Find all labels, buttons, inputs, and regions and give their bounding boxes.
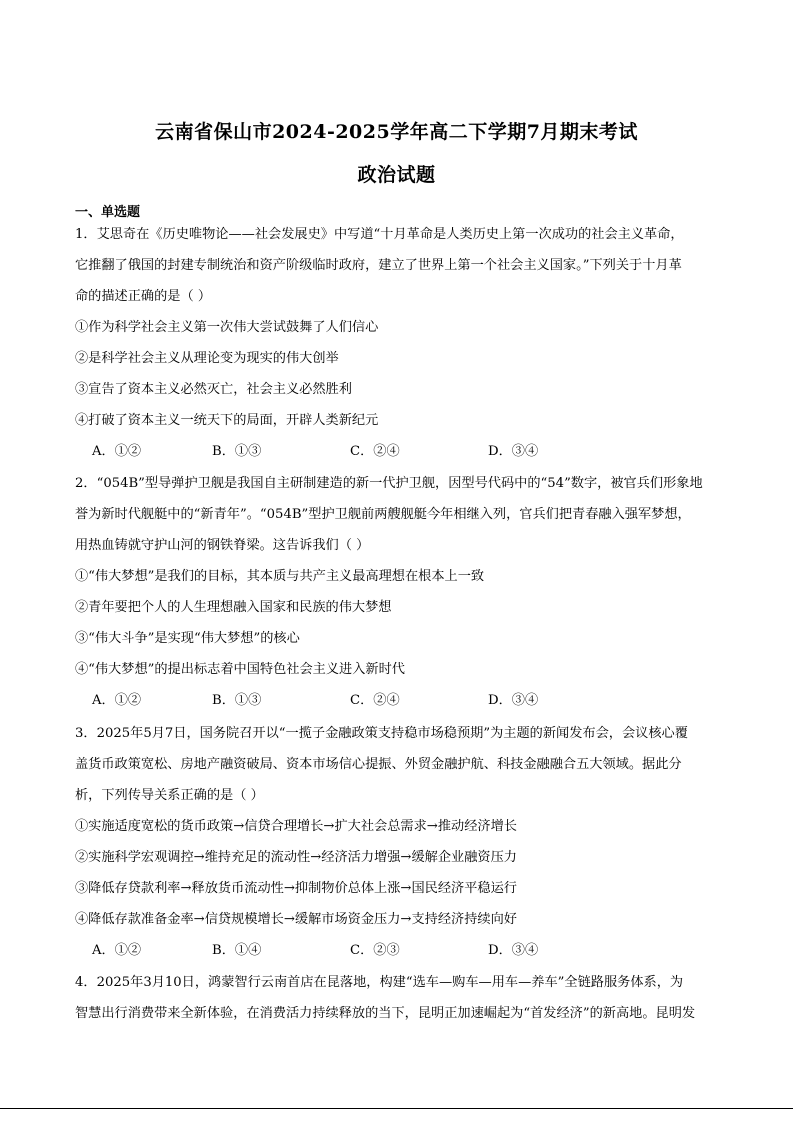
section-heading: 一、单选题 <box>75 205 141 220</box>
page-bottom-rule <box>0 1108 793 1109</box>
question-stem-line: 盖货币政策宽松、房地产融资破局、资本市场信心提振、外贸金融护航、科技金融融合五大领域。据此分 <box>75 757 682 772</box>
question-stem-line: 2．“054B”型导弹护卫舰是我国自主研制建造的新一代护卫舰，因型号代码中的“54”数字，被官兵们形象地 <box>75 476 703 491</box>
option-c: C．②④ <box>350 693 400 708</box>
option-d: D．③④ <box>488 444 539 459</box>
statement: ④打破了资本主义一统天下的局面，开辟人类新纪元 <box>75 413 379 428</box>
answer-options <box>92 692 712 710</box>
option-d: D．③④ <box>488 943 539 958</box>
option-a: A．①② <box>92 693 142 708</box>
statement: ①实施适度宽松的货币政策→信贷合理增长→扩大社会总需求→推动经济增长 <box>75 819 517 834</box>
statement: ④降低存款准备金率→信贷规模增长→缓解市场资金压力→支持经济持续向好 <box>75 912 517 927</box>
statement: ①“伟大梦想”是我们的目标，其本质与共产主义最高理想在根本上一致 <box>75 569 485 584</box>
question-stem-line: 4．2025年3月10日，鸿蒙智行云南首店在昆落地，构建“选车—购车—用车—养车”全链路服务体系，为 <box>75 975 684 990</box>
statement: ③“伟大斗争”是实现“伟大梦想”的核心 <box>75 631 300 646</box>
statement: ③降低存贷款利率→释放货币流动性→抑制物价总体上涨→国民经济平稳运行 <box>75 881 517 896</box>
option-b: B．①④ <box>212 943 262 958</box>
question-stem-line: 命的描述正确的是（ ） <box>75 289 212 304</box>
answer-options <box>92 942 712 960</box>
question-stem-line: 智慧出行消费带来全新体验，在消费活力持续释放的当下，昆明正加速崛起为“首发经济”的新高地。昆明发 <box>75 1006 696 1021</box>
question-stem-line: 1．艾思奇在《历史唯物论——社会发展史》中写道“十月革命是人类历史上第一次成功的社会主义革命， <box>75 227 684 242</box>
statement: ②实施科学宏观调控→维持充足的流动性→经济活力增强→缓解企业融资压力 <box>75 850 517 865</box>
question-stem-line: 用热血铸就守护山河的钢铁脊梁。这告诉我们（ ） <box>75 538 370 553</box>
option-c: C．②③ <box>350 943 400 958</box>
statement: ②青年要把个人的人生理想融入国家和民族的伟大梦想 <box>75 600 392 615</box>
question-stem-line: 誉为新时代舰艇中的“新青年”。“054B”型护卫舰前两艘舰艇今年相继入列，官兵们把青春融入强军梦想， <box>75 507 691 522</box>
option-d: D．③④ <box>488 693 539 708</box>
exam-title: 云南省保山市2024-2025学年高二下学期7月期末考试 <box>155 121 638 143</box>
question-stem-line: 它推翻了俄国的封建专制统治和资产阶级临时政府，建立了世界上第一个社会主义国家。”下列关于十月革 <box>75 258 682 273</box>
statement: ③宣告了资本主义必然灭亡，社会主义必然胜利 <box>75 382 352 397</box>
exam-subject: 政治试题 <box>357 164 436 186</box>
option-b: B．①③ <box>212 693 262 708</box>
option-a: A．①② <box>92 444 142 459</box>
option-a: A．①② <box>92 943 142 958</box>
statement: ①作为科学社会主义第一次伟大尝试鼓舞了人们信心 <box>75 320 379 335</box>
question-stem-line: 3．2025年5月7日，国务院召开以“一揽子金融政策支持稳市场稳预期”为主题的新闻发布会，会议核心覆 <box>75 726 688 741</box>
question-stem-line: 析，下列传导关系正确的是（ ） <box>75 788 264 803</box>
option-b: B．①③ <box>212 444 262 459</box>
answer-options <box>92 443 712 461</box>
statement: ④“伟大梦想”的提出标志着中国特色社会主义进入新时代 <box>75 662 405 677</box>
option-c: C．②④ <box>350 444 400 459</box>
statement: ②是科学社会主义从理论变为现实的伟大创举 <box>75 351 339 366</box>
